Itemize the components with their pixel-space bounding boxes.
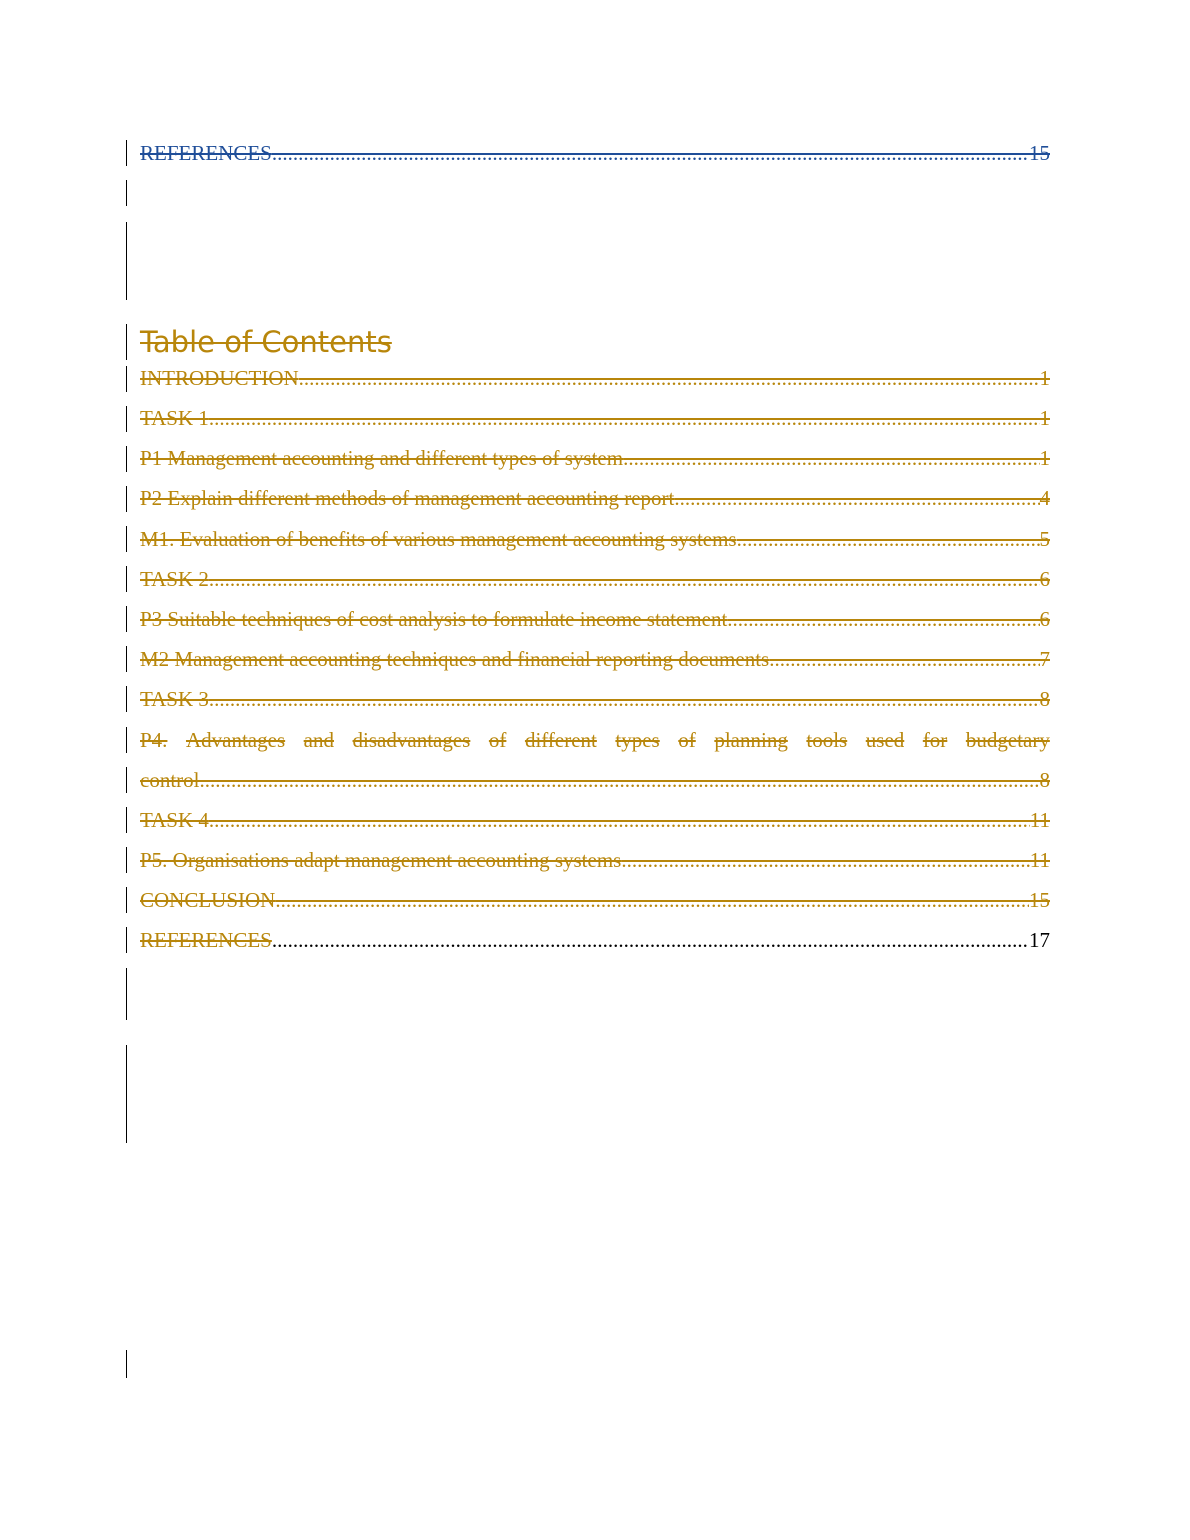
toc-word: types [615,728,660,752]
toc-entry-title: REFERENCES [140,141,272,165]
toc-entry-p4-line1[interactable] [140,727,1050,753]
change-bar [126,968,127,1020]
toc-entry[interactable] [140,526,1050,552]
toc-entry[interactable] [140,566,1050,592]
toc-word: P4. [140,728,168,752]
toc-word: for [922,728,948,752]
toc-entry-page: 7 [1039,647,1050,671]
toc-leader-dots [769,646,1039,672]
toc-entry-title: TASK 2 [140,567,209,591]
toc-entry-page: 11 [1029,848,1050,872]
change-bar [126,222,127,300]
toc-entry[interactable] [140,485,1050,511]
change-bar [126,446,127,472]
toc-heading: Table of Contents [140,325,392,359]
toc-entry[interactable] [140,405,1050,431]
change-bar [126,180,127,206]
toc-entry-title: INTRODUCTION [140,366,299,390]
toc-leader-dots [623,445,1039,471]
change-bar [126,927,127,953]
change-bar [126,807,127,833]
toc-leader-dots [209,686,1040,712]
toc-entry-page: 17 [1029,928,1050,952]
change-bar [126,1045,127,1143]
change-bar [126,606,127,632]
toc-entry-page: 8 [1039,768,1050,792]
toc-entry-title: CONCLUSION [140,888,276,912]
change-bar [126,1350,127,1378]
toc-entry-p4-line2[interactable] [140,767,1050,793]
toc-entry-page: 1 [1039,406,1050,430]
toc-leader-dots [209,405,1040,431]
change-bar [126,406,127,432]
toc-entry-page: 5 [1039,527,1050,551]
toc-entry-title: REFERENCES [140,928,272,952]
toc-leader-dots [727,606,1039,632]
toc-entry-title: TASK 4 [140,808,209,832]
change-bar [126,366,127,392]
toc-leader-dots [199,767,1039,793]
toc-entry-title: P2 Explain different methods of management accounting report [140,486,675,510]
toc-entry-title: P3 Suitable techniques of cost analysis to formulate income statement [140,607,728,631]
toc-entry-title: control [140,768,200,792]
change-bar [126,847,127,873]
toc-entry-references-top[interactable] [140,140,1050,166]
toc-entry[interactable] [140,887,1050,913]
change-bar [126,646,127,672]
toc-entry-page: 6 [1039,607,1050,631]
change-bar [126,727,127,753]
toc-entry-title: P1 Management accounting and different types of system [140,446,624,470]
toc-leader-dots [299,365,1040,391]
toc-entry-page: 15 [1029,888,1050,912]
toc-entry-title: TASK 3 [140,687,209,711]
change-bar [126,566,127,592]
toc-entry-title: M1. Evaluation of benefits of various management accounting systems [140,527,737,551]
change-bar [126,686,127,712]
toc-entry-page: 4 [1039,486,1050,510]
change-bar [126,887,127,913]
toc-entry[interactable] [140,807,1050,833]
change-bar [126,324,127,360]
toc-leader-dots [674,485,1039,511]
toc-word: planning [714,728,788,752]
toc-entry-page: 1 [1039,366,1050,390]
toc-leader-dots [209,807,1030,833]
toc-entry-page: 6 [1039,567,1050,591]
toc-entry-references[interactable] [140,927,1050,953]
change-bar [126,140,127,166]
toc-word: tools [806,728,848,752]
toc-entry-title: P5. Organisations adapt management accounting systems [140,848,622,872]
toc-leader-dots [272,927,1029,953]
toc-word: used [865,728,905,752]
toc-word: different [524,728,597,752]
change-bar [126,526,127,552]
toc-word: budgetary [965,728,1050,752]
toc-entry[interactable] [140,365,1050,391]
toc-word: disadvantages [352,728,471,752]
toc-leader-dots [272,140,1029,166]
change-bar [126,486,127,512]
toc-entry-page: 1 [1039,446,1050,470]
toc-word: of [488,728,507,752]
toc-word: of [678,728,696,752]
toc-entry[interactable] [140,847,1050,873]
toc-leader-dots [209,566,1040,592]
toc-entry[interactable] [140,606,1050,632]
toc-leader-dots [737,526,1040,552]
toc-leader-dots [621,847,1029,873]
toc-word: Advantages [185,728,286,752]
change-bar [126,767,127,793]
toc-entry-page: 15 [1029,141,1050,165]
toc-entry[interactable] [140,646,1050,672]
toc-entry[interactable] [140,686,1050,712]
toc-leader-dots [275,887,1029,913]
toc-entry[interactable] [140,445,1050,471]
toc-word: and [303,728,334,752]
toc-entry-page: 11 [1029,808,1050,832]
toc-entry-title: M2 Management accounting techniques and financial reporting documents [140,647,770,671]
toc-entry-page: 8 [1039,687,1050,711]
toc-entry-title: TASK 1 [140,406,209,430]
